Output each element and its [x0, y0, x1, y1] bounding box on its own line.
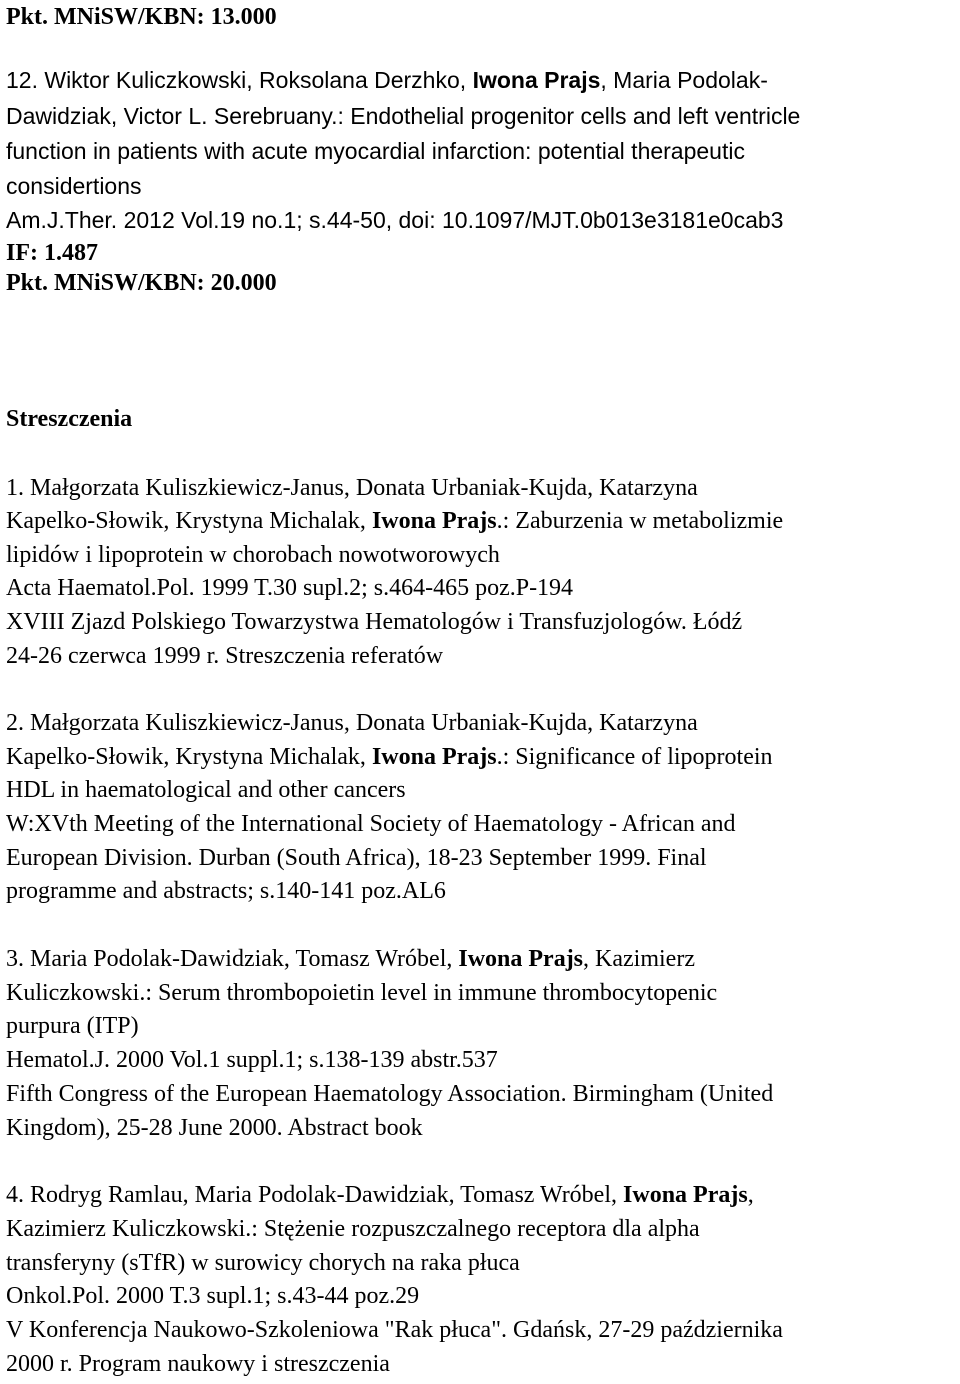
abstract-line: Kuliczkowski.: Serum thrombopoietin level in immune thrombocytopenic — [6, 980, 718, 1006]
abstract-line: Kapelko-Słowik, Krystyna Michalak, Iwona Prajs.: Zaburzenia w metabolizmie — [6, 508, 784, 534]
abstract-line: Kapelko-Słowik, Krystyna Michalak, Iwona Prajs.: Significance of lipoprotein — [6, 744, 773, 770]
citation-line: function in patients with acute myocardial infarction: potential therapeutic — [6, 138, 745, 164]
abstract-line: Fifth Congress of the European Haematology Association. Birmingham (United — [6, 1081, 774, 1107]
section-title: Streszczenia — [6, 406, 133, 432]
abstract-line: Onkol.Pol. 2000 T.3 supl.1; s.43-44 poz.29 — [6, 1283, 420, 1309]
abstract-line: 2000 r. Program naukowy i streszczenia — [6, 1351, 390, 1377]
abstract-line: W:XVth Meeting of the International Society of Haematology - African and — [6, 811, 736, 837]
abstract-line: 4. Rodryg Ramlau, Maria Podolak-Dawidziak, Tomasz Wróbel, Iwona Prajs, — [6, 1182, 754, 1208]
citation-line: considertions — [6, 173, 142, 199]
points-line: Pkt. MNiSW/KBN: 20.000 — [6, 270, 277, 296]
abstract-line: purpura (ITP) — [6, 1013, 139, 1039]
abstract-line: 2. Małgorzata Kuliszkiewicz-Janus, Donata Urbaniak-Kujda, Katarzyna — [6, 710, 698, 736]
points-line: Pkt. MNiSW/KBN: 13.000 — [6, 4, 277, 30]
abstract-line: Kazimierz Kuliczkowski.: Stężenie rozpuszczalnego receptora dla alpha — [6, 1216, 700, 1242]
abstract-line: Acta Haematol.Pol. 1999 T.30 supl.2; s.464-465 poz.P-194 — [6, 575, 574, 601]
citation-journal-line: Am.J.Ther. 2012 Vol.19 no.1; s.44-50, doi: 10.1097/MJT.0b013e3181e0cab3 — [6, 207, 784, 233]
abstract-line: Kingdom), 25-28 June 2000. Abstract book — [6, 1115, 423, 1141]
abstract-line: XVIII Zjazd Polskiego Towarzystwa Hematologów i Transfuzjologów. Łódź — [6, 609, 743, 635]
highlighted-author: Iwona Prajs — [458, 946, 584, 972]
abstract-line: transferyny (sTfR) w surowicy chorych na raka płuca — [6, 1250, 520, 1276]
highlighted-author: Iwona Prajs — [623, 1182, 748, 1208]
abstract-line: V Konferencja Naukowo-Szkoleniowa "Rak płuca". Gdańsk, 27-29 października — [6, 1317, 783, 1343]
abstract-line: Hematol.J. 2000 Vol.1 suppl.1; s.138-139 abstr.537 — [6, 1047, 498, 1073]
citation-line: Dawidziak, Victor L. Serebruany.: Endothelial progenitor cells and left ventricle — [6, 103, 801, 129]
abstract-line: European Division. Durban (South Africa), 18-23 September 1999. Final — [6, 845, 707, 871]
highlighted-author: Iwona Prajs — [371, 508, 497, 534]
abstract-line: 3. Maria Podolak-Dawidziak, Tomasz Wróbel, Iwona Prajs, Kazimierz — [6, 946, 695, 972]
citation-authors-line: 12. Wiktor Kuliczkowski, Roksolana Derzhko, Iwona Prajs, Maria Podolak- — [6, 67, 768, 93]
abstract-line: programme and abstracts; s.140-141 poz.AL6 — [6, 878, 446, 904]
highlighted-author: Iwona Prajs — [472, 67, 601, 93]
impact-factor: IF: 1.487 — [6, 240, 98, 266]
abstract-line: 24-26 czerwca 1999 r. Streszczenia referatów — [6, 643, 444, 669]
abstract-line: lipidów i lipoprotein w chorobach nowotworowych — [6, 542, 500, 568]
highlighted-author: Iwona Prajs — [371, 744, 497, 770]
abstract-line: HDL in haematological and other cancers — [6, 777, 406, 803]
abstract-line: 1. Małgorzata Kuliszkiewicz-Janus, Donata Urbaniak-Kujda, Katarzyna — [6, 475, 698, 501]
